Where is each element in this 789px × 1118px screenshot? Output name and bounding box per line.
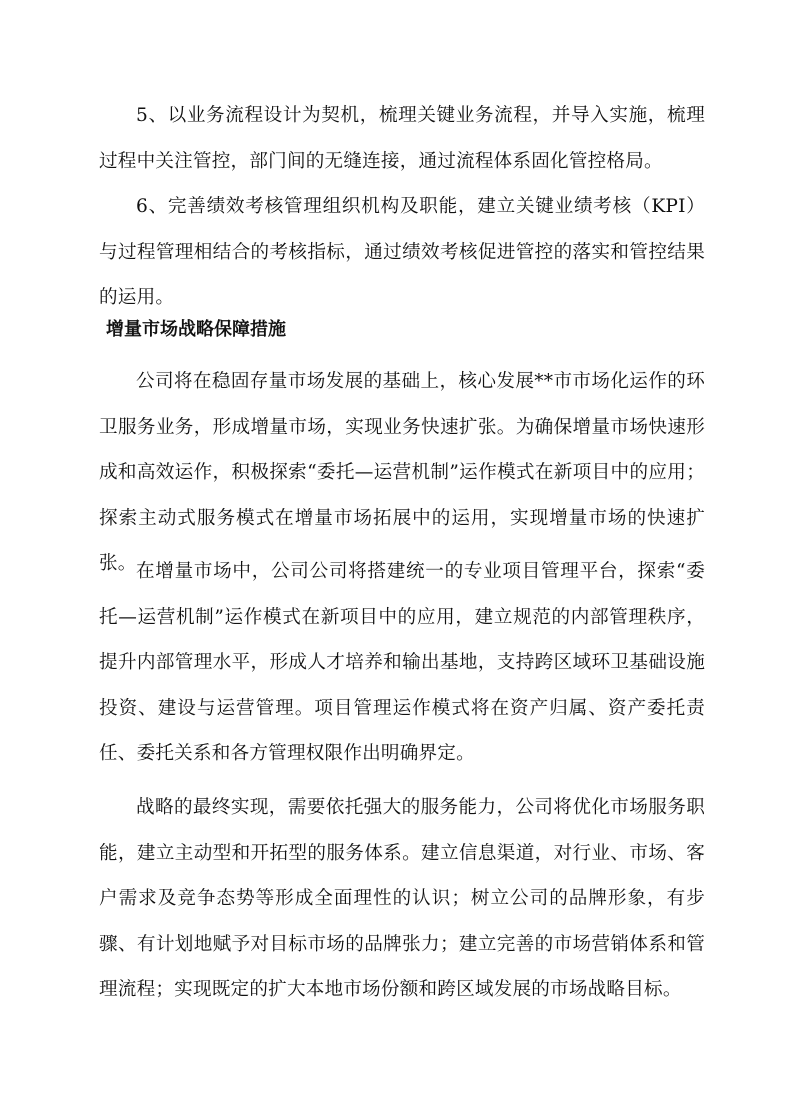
paragraph-item-6: 6、完善绩效考核管理组织机构及职能，建立关键业绩考核（KPI）与过程管理相结合的考核指标，通过绩效考核促进管控的落实和管控结果的运用。 xyxy=(99,196,705,308)
paragraph-service-capability: 战略的最终实现，需要依托强大的服务能力，公司将优化市场服务职能，建立主动型和开拓型的服务体系。建立信息渠道，对行业、市场、客户需求及竞争态势等形成全面理性的认识；树立公司的品牌形象，有步骤、有计划地赋予对目标市场的品牌张力；建立完善的市场营销体系和管理流程；实现既定的扩大本地市场份额和跨区域发展的市场战略目标。 xyxy=(99,797,705,1000)
section-heading: 增量市场战略保障措施 xyxy=(106,319,286,340)
paragraph-market-strategy: 公司将在稳固存量市场发展的基础上，核心发展**市市场化运作的环卫服务业务，形成增量市场，实现业务快速扩张。为确保增量市场快速形成和高效运作，积极探索“委托—运营机制”运作模式在新项目中的应用；探索主动式服务模式在增量市场拓展中的运用，实现增量市场的快速扩张。 xyxy=(99,371,705,574)
paragraph-item-5: 5、以业务流程设计为契机，梳理关键业务流程，并导入实施，梳理过程中关注管控，部门间的无缝连接，通过流程体系固化管控格局。 xyxy=(99,105,705,172)
paragraph-project-platform: 在增量市场中，公司公司将搭建统一的专业项目管理平台，探索“委托—运营机制”运作模式在新项目中的应用，建立规范的内部管理秩序，提升内部管理水平，形成人才培养和输出基地，支持跨区域环卫基础设施投资、建设与运营管理。项目管理运作模式将在资产归属、资产委托责任、委托关系和各方管理权限作出明确界定。 xyxy=(99,561,705,764)
